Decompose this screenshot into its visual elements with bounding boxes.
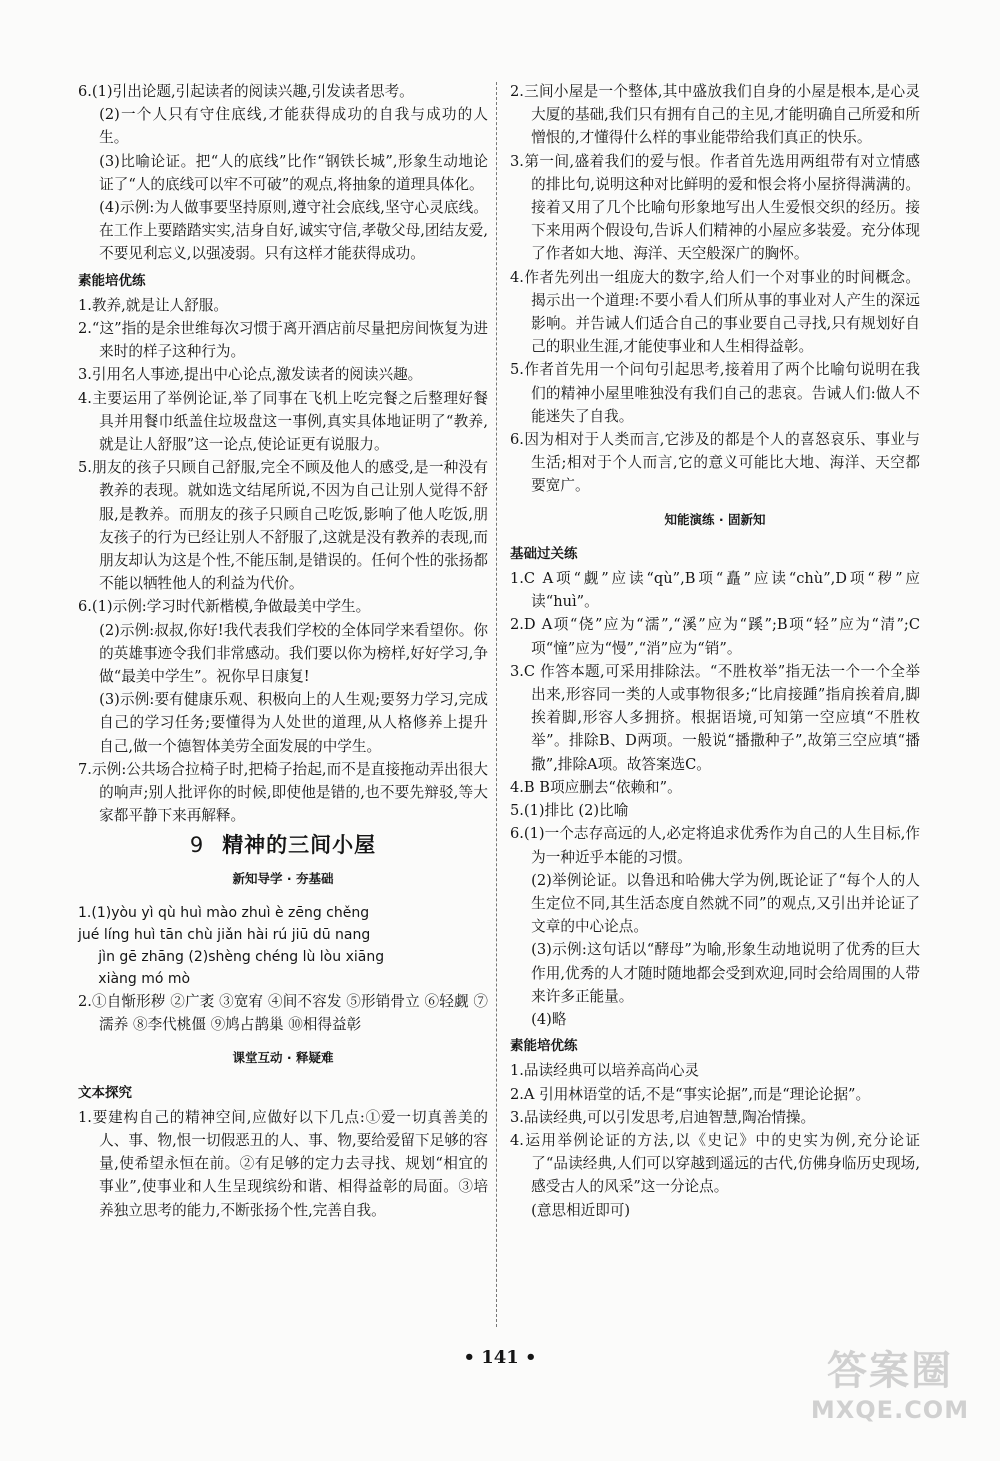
answer-item: 2.A 引用林语堂的话,不是“事实论据”,而是“理论论据”。 [510,1085,871,1103]
section-heading: 素能培优练 [510,1038,578,1055]
pinyin-line: 1.(1)yòu yì qù huì mào zhuì è zēng chěng [78,904,370,921]
answer-item: (3)比喻论证。把“人的底线”比作“钢铁长城”,形象生动地论证了“人的底线可以牢不可破”的观点,将抽象的道理具体化。 [99,152,488,193]
left-column [78,80,488,1222]
answer-item: 6.(1)一个志存高远的人,必定将追求优秀作为自己的人生目标,作为一种近乎本能的习惯。 [510,825,920,866]
right-column [510,80,920,1222]
pinyin-answers [78,902,488,990]
answer-item: 4.运用举例论证的方法,以《史记》中的史实为例,充分论证了“品读经典,人们可以穿越到遥远的古代,仿佛身临历史现场,感受古人的风采”这一分论点。 [510,1131,920,1196]
answer-item: 3.品读经典,可以引发思考,启迪智慧,陶冶情操。 [510,1108,816,1126]
answer-item: 1.教养,就是让人舒服。 [78,296,228,314]
answer-item: 7.示例:公共场合拉椅子时,把椅子抬起,而不是直接拖动弄出很大的响声;别人批评你的时候,即使他是错的,也不要先辩驳,等大家都平静下来再解释。 [78,760,488,825]
answer-item: 4.作者先列出一组庞大的数字,给人们一个对事业的时间概念。揭示出一个道理:不要小看人们所从事的事业对人产生的深远影响。并告诫人们适合自己的事业要自己寻找,只有规划好自己的职业生涯,才能使事业和人生相得益彰。 [510,268,920,356]
answer-item: 6.(1)示例:学习时代新楷模,争做最美中学生。 [78,598,371,616]
answer-item: (意思相近即可) [531,1201,631,1219]
pinyin-line: jìn gē zhāng (2)shèng chéng lù lòu xiāng [98,948,385,965]
answer-item: 5.朋友的孩子只顾自己舒服,完全不顾及他人的感受,是一种没有教养的表现。就如选文结尾所说,不因为自己让别人觉得不舒服,是教养。而朋友的孩子只顾自己吃饭,影响了他人吃饭,朋友孩子的行为已经让别人不舒服了,这就是没有教养的表现,而朋友却认为这是个性,不能压制,是错误的。任何个性的张扬都不能以牺牲他人的利益为代价。 [78,459,488,593]
answer-item: 5.(1)排比 (2)比喻 [510,802,629,820]
answer-item: (4)略 [531,1010,567,1028]
section-heading: 基础过关练 [510,545,578,562]
watermark [800,1339,980,1449]
answer-item: 2.“这”指的是余世维每次习惯于离开酒店前尽量把房间恢复为进来时的样子这种行为。 [78,320,488,361]
answer-item: (2)示例:叔叔,你好!我代表我们学校的全体同学来看望你。你的英雄事迹令我们非常感动。我们要以你为榜样,好好学习,争做“最美中学生”。祝你早日康复! [99,621,488,686]
answer-item: (4)示例:为人做事要坚持原则,遵守社会底线,坚守心灵底线。在工作上要踏踏实实,洁身自好,诚实守信,孝敬父母,团结友爱,不要见利忘义,以强凌弱。只有这样才能获得成功。 [99,199,488,263]
section-heading: 文本探究 [78,1084,132,1101]
answer-item: 2.①自惭形秽 ②广袤 ③宽宥 ④间不容发 ⑤形销骨立 ⑥轻觑 ⑦濡养 ⑧李代桃僵 ⑨鸠占鹊巢 ⑩相得益彰 [78,992,488,1034]
answer-item: 3.引用名人事迹,提出中心论点,激发读者的阅读兴趣。 [78,366,423,384]
answer-item: 5.作者首先用一个问句引起思考,接着用了两个比喻句说明在我们的精神小屋里唯独没有我们自己的悲哀。告诫人们:做人不能迷失了自我。 [510,361,920,425]
answer-item: (3)示例:这句话以“酵母”为喻,形象生动地说明了优秀的巨大作用,优秀的人才随时随地都会受到欢迎,同时会给周围的人带来许多正能量。 [531,941,920,1005]
pinyin-line: jué líng huì tān chù jiǎn hài rú jiū dū nang [78,926,371,943]
lesson-title [78,834,488,857]
answer-item: 6.(1)引出论题,引起读者的阅读兴趣,引发读者思考。 [78,83,414,100]
watermark-site: MXQE.COM [810,1396,970,1424]
section-title-know: 知能演练 · 固新知 [664,511,766,527]
watermark-logo: 答案圈 [827,1348,953,1394]
section-title-class: 课堂互动 · 释疑难 [232,1050,334,1066]
answer-item: 2.D A项“侥”应为“濡”,“溪”应为“蹊”;B项“轻”应为“清”;C项“憧”应为“慢”,“消”应为“销”。 [510,616,920,657]
answer-item: (2)举例论证。以鲁迅和哈佛大学为例,既论证了“每个人的人生定位不同,其生活态度自然就不同”的观点,又引出并论证了文章的中心论点。 [531,871,920,936]
answer-item: 4.B B项应删去“依赖和”。 [510,778,682,796]
answer-item: 1.品读经典可以培养高尚心灵 [510,1062,700,1080]
pinyin-line: xiàng mó mò [98,970,191,987]
answer-item: 4.主要运用了举例论证,举了同事在飞机上吃完餐之后整理好餐具并用餐巾纸盖住垃圾盘这一事例,真实具体地证明了“教养,就是让人舒服”这一论点,使论证更有说服力。 [78,389,488,454]
lesson-number: 9 [189,832,205,857]
answer-item: 2.三间小屋是一个整体,其中盛放我们自身的小屋是根本,是心灵大厦的基础,我们只有拥有自己的主见,才能明确自己所爱和所憎恨的,才懂得什么样的事业能带给我们真正的快乐。 [510,83,920,147]
answer-item: 6.因为相对于人类而言,它涉及的都是个人的喜怒哀乐、事业与生活;相对于个人而言,它的意义可能比大地、海洋、天空都要宽广。 [510,431,920,495]
lesson-name: 精神的三间小屋 [222,832,377,857]
answer-item: 3.第一间,盛着我们的爱与恨。作者首先选用两组带有对立情感的排比句,说明这种对比鲜明的爱和恨会将小屋挤得满满的。接着又用了几个比喻句形象地写出人生爱恨交织的经历。接下来用两个假设句,告诉人们精神的小屋应多装爱。充分体现了作者如大地、海洋、天空般深广的胸怀。 [510,152,920,263]
answer-item: (3)示例:要有健康乐观、积极向上的人生观;要努力学习,完成自己的学习任务;要懂得为人处世的道理,从人格修养上提升自己,做一个德智体美劳全面发展的中学生。 [99,691,488,755]
answer-item: 1.C A项“觑”应读“qù”,B项“矗”应读“chù”,D项“秽”应读“huì”。 [510,570,920,611]
section-heading: 素能培优练 [78,272,146,289]
answer-item: 1.要建构自己的精神空间,应做好以下几点:①爱一切真善美的人、事、物,恨一切假恶丑的人、事、物,要给爱留下足够的容量,使希望永恒在前。②有足够的定力去寻找、规划“相宜的事业”,使事业和人生呈现缤纷和谐、相得益彰的局面。③培养独立思考的能力,不断张扬个性,完善自我。 [78,1108,488,1219]
answer-item: (2)一个人只有守住底线,才能获得成功的自我与成功的人生。 [99,106,488,147]
answer-item: 3.C 作答本题,可采用排除法。“不胜枚举”指无法一个一个全举出来,形容同一类的人或事物很多;“比肩接踵”指肩挨着肩,脚挨着脚,形容人多拥挤。根据语境,可知第一空应填“不胜枚举”。排除B、D两项。一般说“播撒种子”,故第三空应填“播撒”,排除A项。故答案选C。 [510,662,920,773]
section-title-new: 新知导学 · 夯基础 [232,870,334,886]
column-divider [496,82,497,1327]
page-number: • 141 • [463,1347,537,1368]
